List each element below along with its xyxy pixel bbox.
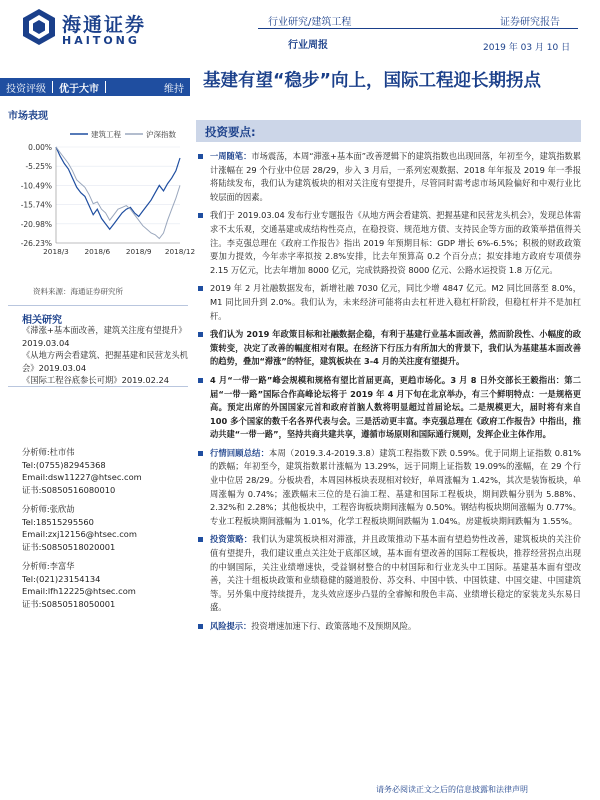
rating-status: 维持 [164,83,184,95]
y-tick-label: -15.74% [20,200,52,210]
analyst-name: 分析师:杜市伟 [22,447,75,457]
report-date: 2019 年 03 月 10 日 [483,43,571,53]
y-tick-label: 0.00% [28,143,52,152]
bullet-text: 投资增速加速下行、政策落地不及预期风险。 [251,621,417,631]
bullet-lead: 投资策略： [210,534,253,545]
bullet-text: 我们认为 2019 年政策目标和社融数据企稳，有利于基建行业基本面改善，然而阶段性、小幅度的政策转变，决定了改善的幅度相对有限。在经济下行压力有所加大的背景下，我们认为基建基本面改善的趋势，叠加“滞涨”的特征，建筑板块在 3-4 月的关注度有望提升。 [210,329,581,367]
x-tick-label: 2018/3 [43,247,69,256]
analyst-name: 分析师:张欣劼 [22,504,75,514]
related-item[interactable]: 《从地方两会看建筑、把握基建和民营龙头机会》2019.03.04 [22,350,188,373]
key-points-list [196,150,581,639]
analyst-cert: 证书:S0850518050001 [22,598,116,609]
analyst-block [22,503,137,553]
series-line [56,147,180,229]
key-point-bullet [196,209,581,277]
y-tick-label: -26.23% [20,239,52,248]
related-item[interactable]: 《国际工程谷底参长可期》2019.02.24 [22,375,170,385]
bullet-marker-icon [198,537,203,542]
analyst-tel: Tel:18515295560 [22,516,94,527]
bullet-text: 我们于 2019.03.04 发布行业专题报告《从地方两会看建筑、把握基建和民营龙头机会》，发现总体需求不太乐观，交通基建或成结构性亮点，在稳投资、规范地方债、支持民企等方面的政策举措值得关注。李克强总理在《政府工作报告》指出 2019 年预期目标：GDP 增长 6%-6.5%；积极的财政政策要加力提效，今年赤字率拟按 2.8%安排，比去年预算高 0.2 个百分点；拟安排地方政府专项债券 2.15 万亿元，比去年增加 8000 亿元，完成铁路投资 8000 亿元、公路水运投资 1.8 万亿元。 [210,210,581,275]
logo-cn: 海通证券 [62,14,147,36]
bullet-text: 2019 年 2 月社融数据发布，新增社融 7030 亿元，同比少增 4847 亿元。M2 同比回落至 8.0%，M1 同比回升到 2.0%。我们认为，未来经济可能将由去杠杆进入稳杠杆阶段，但稳杠杆并不是加杠杆。 [210,283,581,321]
bullet-marker-icon [198,378,203,383]
related-heading: 相关研究 [22,315,62,326]
key-point-bullet [196,374,581,442]
report-type: 行业周报 [288,40,328,51]
key-point-bullet [196,150,581,204]
series-line [56,147,180,239]
bullet-lead: 一周随笔： [210,151,252,161]
analyst-email[interactable]: Email:dsw11227@htsec.com [22,472,142,483]
haitong-logo-icon [22,8,56,46]
y-tick-label: -5.25% [25,162,52,172]
market-heading: 市场表现 [8,111,48,122]
chart-source: 资料来源：海通证券研究所 [33,287,123,296]
logo-en: HAITONG [62,34,140,47]
x-tick-label: 2018/9 [125,247,152,256]
bullet-marker-icon [198,332,203,337]
y-tick-label: -20.98% [20,219,52,229]
x-tick-label: 2018/6 [84,247,111,256]
key-points-heading: 投资要点: [205,125,256,139]
key-point-bullet [196,533,581,615]
divider [8,386,188,387]
key-point-bullet [196,447,581,529]
market-chart [8,125,196,275]
bullet-marker-icon [198,451,203,456]
rating-divider [105,81,106,93]
bullet-marker-icon [198,286,203,291]
bullet-text: 我们认为建筑板块相对滞涨，并且政策推动下基本面有望趋势性改善，建筑板块的关注价值有望提升，我们建议重点关注处于底部区域，基本面有望改善的国际工程板块，推荐经营拐点出现的中钢国际，关注业绩增速快，受益钢材整合的中材国际和行业龙头中工国际。基建基本面有望改善，关注十组板块政策和业绩稳健的隧道股份、苏交科、中国中铁、中国铁建、中国交建、中国建筑等。另外集中度持续提升，龙头效应逐步凸显的全睿鲸和殷色丰高、业绩增长稳定的家装龙头东易日盛。 [210,534,582,613]
analyst-block [22,446,142,496]
bullet-lead: 风险提示： [210,621,252,631]
analyst-name: 分析师:李富华 [22,561,75,571]
key-point-bullet [196,620,581,634]
header-divider [258,28,578,29]
report-category: 行业研究/建筑工程 [268,17,352,28]
footer-disclaimer: 请务必阅读正文之后的信息披露和法律声明 [376,785,528,794]
analyst-cert: 证书:S0850518020001 [22,541,116,552]
legend-label: 沪深指数 [146,130,176,139]
analyst-email[interactable]: Email:lfh12225@htsec.com [22,586,136,597]
rating-value: 优于大市 [59,83,99,95]
related-item[interactable]: 《滞涨+基本面改善，建筑关注度有望提升》2019.03.04 [22,325,187,348]
rating-bar [0,78,190,96]
analyst-tel: Tel:(0755)82945368 [22,459,106,470]
bullet-text: 本周（2019.3.4-2019.3.8）建筑工程指数下跌 0.59%。优于同期上证指数 0.81%的跌幅；年初至今，建筑指数累计涨幅为 13.29%，远于同期上证指数 19.09%的涨幅，在 29 个行业中位居 28/29。分板块看，本周园林板块表现相对较好，单周涨幅为 1.42%，其次是装饰板块，单周涨幅为 0.74%；涨跌幅末三位的是石油工程、基建和国际工程板块，期间跌幅分别为 5.88%、2.32%和 2.28%；其他板块中，工程咨询板块期间涨幅为 0.50%。钢结构板块期间涨幅为 0.77%。专业工程板块期间涨幅为 1.01%，化学工程板块期间跌幅为 1.04%。房建板块期间跌幅为 1.55%。 [210,447,582,526]
x-tick-label: 2018/12 [164,247,196,256]
analyst-email[interactable]: Email:zxj12156@htsec.com [22,529,137,540]
y-tick-label: -10.49% [20,181,52,191]
bullet-text: 4 月“一带一路”峰会规模和规格有望比首届更高，更趋市场化。3 月 8 日外交部长王毅指出：第二届“一带一路”国际合作高峰论坛将于 2019 年 4 月下旬在北京举办，有三个鲜明特点：一是规格更高。预定出席的外国国家元首和政府首脑人数将明显超过首届论坛。二是规模更大，届时将有来自 100 多个国家的数千名各界代表与会。三是活动更丰富。李克强总理在《政府工作报告》中指出，推动共建“一带一路”，坚持共商共建共享，遵循市场原则和国际通行规则，发挥企业主体作用。 [210,374,581,440]
rating-label: 投资评级 [6,83,46,95]
key-point-bullet [196,282,581,323]
bullet-text: 市场震荡，本周“滞涨+基本面”改善逻辑下的建筑指数也出现回落，年初至今，建筑指数累计涨幅在 29 个行业中位居 28/29，步入 3 月后，一系列宏观数据、2018 年年报及 2019 年一季报将陆续发布，我们认为建筑板块的相对关注度有望提升，尽管同时需考虑市场风险偏好和中观行业比较层面的因素。 [210,151,581,202]
key-point-bullet [196,328,581,369]
related-list [22,324,192,387]
analyst-tel: Tel:(021)23154134 [22,573,101,584]
analyst-cert: 证书:S0850516080010 [22,484,116,495]
analyst-block [22,560,136,610]
bullet-marker-icon [198,154,203,159]
divider [8,305,188,306]
legend-label: 建筑工程 [91,130,121,139]
bullet-marker-icon [198,213,203,218]
report-title: 基建有望“稳步”向上，国际工程迎长期拐点 [203,71,542,91]
brand-label: 证券研究报告 [500,17,560,28]
bullet-lead: 行情回顾总结： [210,447,270,458]
bullet-marker-icon [198,624,203,629]
